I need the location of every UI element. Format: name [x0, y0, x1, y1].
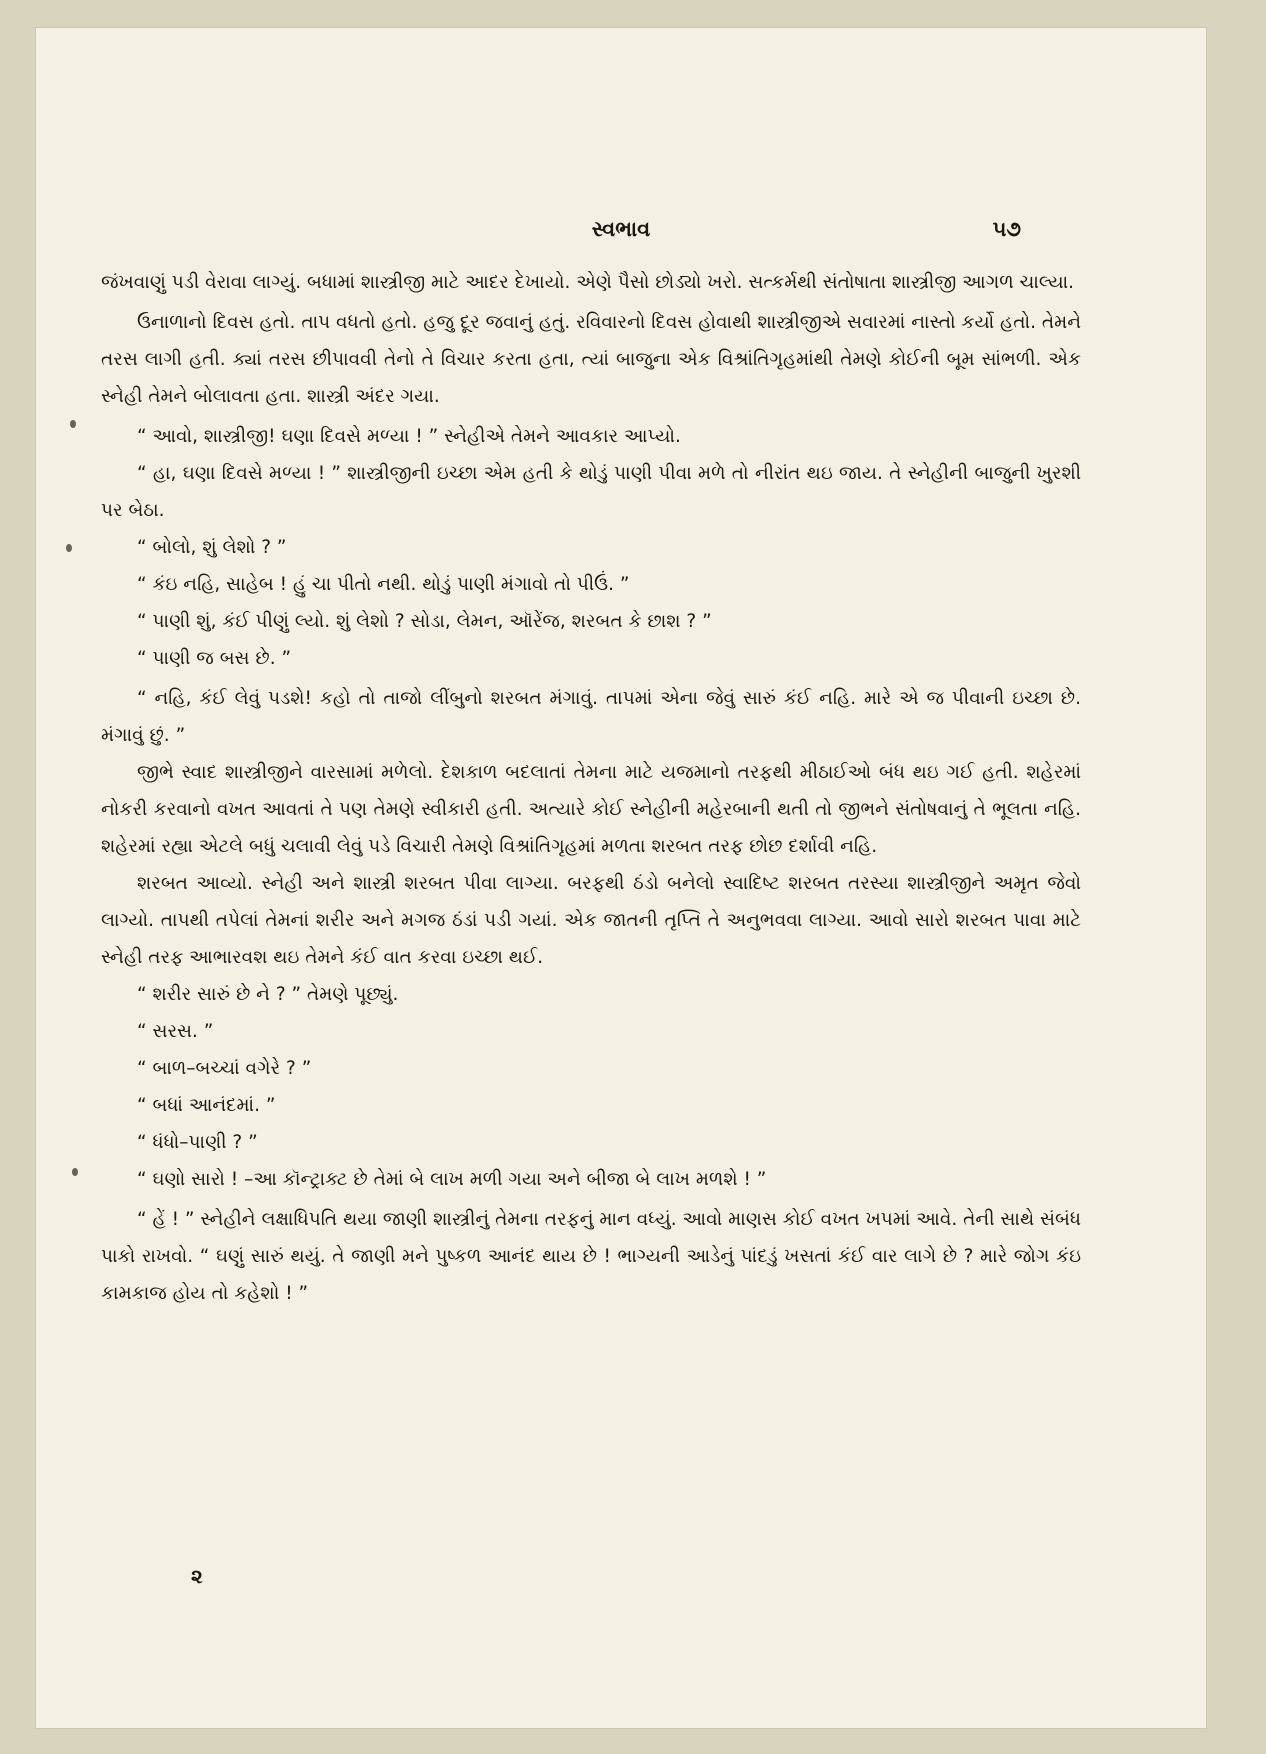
dialogue-line: “ સરસ. ”	[137, 1021, 214, 1042]
page-header	[36, 216, 1206, 244]
ink-speck	[70, 420, 76, 428]
dialogue-line: “ નહિ, કંઈ લેવું પડશે! કહો તો તાજો લીંબુનો શરબત મંગાવું. તાપમાં એના જેવું સારું કંઈ નહિ. મારે એ જ પીવાની ઇચ્છા છે. મંગાવું છું. ”	[101, 688, 1081, 746]
dialogue-line: “ પાણી જ બસ છે. ”	[137, 648, 292, 669]
dialogue-line: “ ધંધો–પાણી ? ”	[137, 1132, 258, 1153]
paragraph: જીભે સ્વાદ શાસ્ત્રીજીને વારસામાં મળેલો. દેશકાળ બદલાતાં તેમના માટે યજમાનો તરફથી મીઠાઈઓ બંધ થઇ ગઈ હતી. શહેરમાં નોકરી કરવાનો વખત આવતાં તે પણ તેમણે સ્વીકારી હતી. અત્યારે કોઈ સ્નેહીની મહેરબાની થતી તો જીભને સંતોષવાનું તે ભૂલતા નહિ. શહેરમાં રહ્યા એટલે બધું ચલાવી લેવું પડે વિચારી તેમણે વિશ્રાંતિગૃહમાં મળતા શરબત તરફ છોછ દર્શાવી નહિ.	[101, 762, 1081, 857]
printer-signature-mark: ૨	[191, 1564, 203, 1588]
page-body	[101, 264, 1081, 1312]
dialogue-line: “ ઘણો સારો ! –આ કૉન્ટ્રાક્ટ છે તેમાં બે લાખ મળી ગયા અને બીજા બે લાખ મળશે ! ”	[137, 1169, 767, 1190]
page-number: ૫૭	[992, 216, 1021, 241]
paragraph: ઉનાળાનો દિવસ હતો. તાપ વધતો હતો. હજુ દૂર જવાનું હતું. રવિવારનો દિવસ હોવાથી શાસ્ત્રીજીએ સવારમાં નાસ્તો કર્યો હતો. તેમને તરસ લાગી હતી. ક્યાં તરસ છીપાવવી તેનો તે વિચાર કરતા હતા, ત્યાં બાજુના એક વિશ્રાંતિગૃહમાંથી તેમણે કોઈની બૂમ સાંભળી. એક સ્નેહી તેમને બોલાવતા હતા. શાસ્ત્રી અંદર ગયા.	[101, 312, 1081, 407]
dialogue-line: “ હા, ઘણા દિવસે મળ્યા ! ” શાસ્ત્રીજીની ઇચ્છા એમ હતી કે થોડું પાણી પીવા મળે તો નીરાંત થઇ જાય. તે સ્નેહીની બાજુની ખુરશી પર બેઠા.	[101, 463, 1081, 521]
book-page	[36, 28, 1206, 1728]
dialogue-line: “ બાળ–બચ્ચાં વગેરે ? ”	[137, 1058, 312, 1079]
paragraph: “ હેં ! ” સ્નેહીને લક્ષાધિપતિ થયા જાણી શાસ્ત્રીનું તેમના તરફનું માન વધ્યું. આવો માણસ કોઈ વખત ખપમાં આવે. તેની સાથે સંબંધ પાકો રાખવો. “ ઘણું સારું થયું. તે જાણી મને પુષ્કળ આનંદ થાય છે ! ભાગ્યની આડેનું પાંદડું ખસતાં કંઈ વાર લાગે છે ? મારે જોગ કંઇ કામકાજ હોય તો કહેશો ! ”	[101, 1209, 1081, 1304]
dialogue-line: “ બોલો, શું લેશો ? ”	[137, 537, 287, 558]
dialogue-line: “ કંઇ નહિ, સાહેબ ! હું ચા પીતો નથી. થોડું પાણી મંગાવો તો પીઉં. ”	[137, 574, 630, 595]
ink-speck	[66, 544, 72, 552]
dialogue-line: “ શરીર સારું છે ને ? ” તેમણે પૂછ્યું.	[137, 984, 399, 1005]
paragraph: શરબત આવ્યો. સ્નેહી અને શાસ્ત્રી શરબત પીવા લાગ્યા. બરફથી ઠંડો બનેલો સ્વાદિષ્ટ શરબત તરસ્યા શાસ્ત્રીજીને અમૃત જેવો લાગ્યો. તાપથી તપેલાં તેમનાં શરીર અને મગજ ઠંડાં પડી ગયાં. એક જાતની તૃપ્તિ તે અનુભવવા લાગ્યા. આવો સારો શરબત પાવા માટે સ્નેહી તરફ આભારવશ થઇ તેમને કંઈ વાત કરવા ઇચ્છા થઈ.	[101, 873, 1081, 968]
ink-speck	[72, 1168, 78, 1176]
dialogue-line: “ આવો, શાસ્ત્રીજી! ઘણા દિવસે મળ્યા ! ” સ્નેહીએ તેમને આવકાર આપ્યો.	[137, 426, 681, 447]
running-title: સ્વભાવ	[591, 216, 651, 241]
dialogue-line: “ બધાં આનંદમાં. ”	[137, 1095, 276, 1116]
paragraph: જંખવાણું પડી વેરાવા લાગ્યું. બધામાં શાસ્ત્રીજી માટે આદર દેખાયો. એણે પૈસો છોડ્યો ખરો. સત્કર્મથી સંતોષાતા શાસ્ત્રીજી આગળ ચાલ્યા.	[101, 272, 1075, 293]
dialogue-line: “ પાણી શું, કંઈ પીણું લ્યો. શું લેશો ? સોડા, લેમન, ઑરેંજ, શરબત કે છાશ ? ”	[137, 611, 712, 632]
